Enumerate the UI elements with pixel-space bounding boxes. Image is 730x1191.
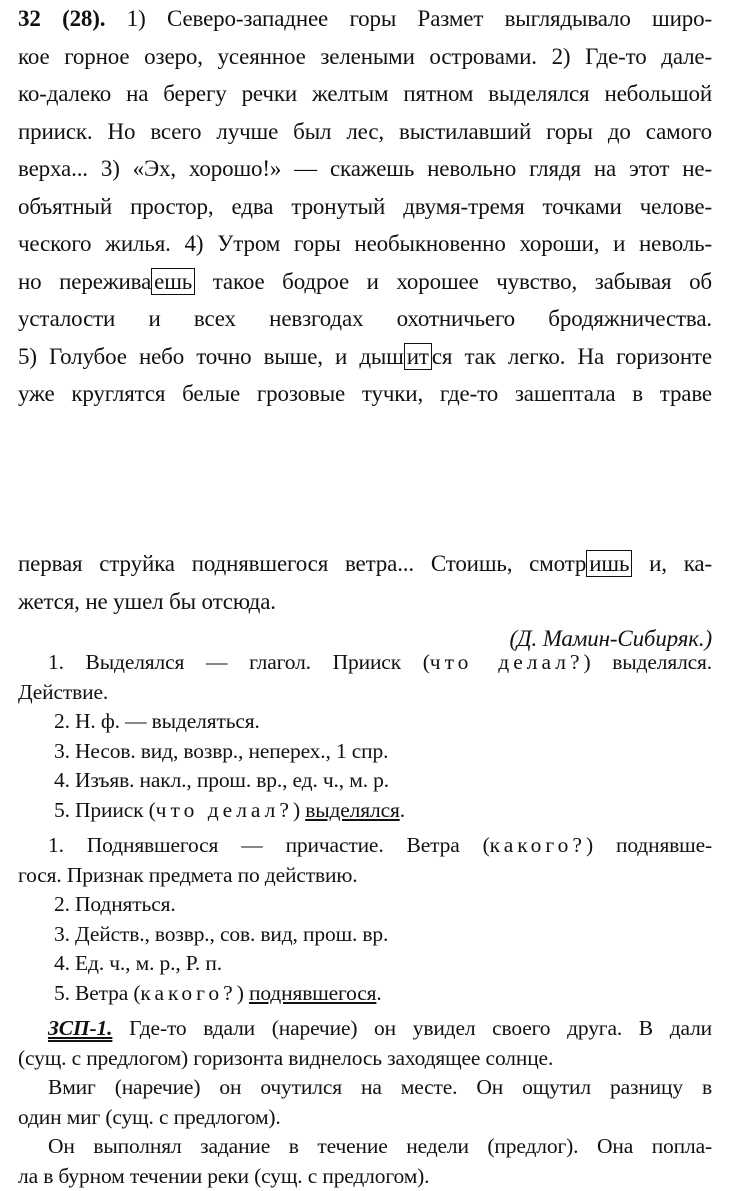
exercise-continuation — [18, 545, 712, 658]
text-line: усталости и всех невзгодах охотничьего бродяжничества. — [18, 300, 712, 338]
exercise-text — [18, 0, 712, 413]
text-line: верха... 3) «Эх, хорошо!» — скажешь невольно глядя на этот не- — [18, 150, 712, 188]
exercise-code: ЗСП-1. — [48, 1016, 112, 1040]
text-line: но пережива ешь такое бодрое и хорошее чувство, забывая об — [18, 263, 712, 301]
source-attribution: (Д. Мамин-Сибиряк.) — [18, 620, 712, 658]
text-line: прииск. Но всего лучше был лес, выстилавший горы до самого — [18, 113, 712, 151]
text-line: жется, не ушел бы отсюда. — [18, 583, 712, 621]
analysis-line: Вмиг (наречие) он очутился на месте. Он ощутил разницу в — [18, 1073, 712, 1103]
analysis-line: 2. Подняться. — [18, 890, 712, 920]
analysis-line: гося. Признак предмета по действию. — [18, 861, 712, 891]
boxed-ending: ишь — [586, 550, 632, 577]
analysis-line: ЗСП-1. Где-то вдали (наречие) он увидел своего друга. В дали — [18, 1014, 712, 1044]
analysis-line: 1. Выделялся — глагол. Прииск (что делал?) выделялся. — [18, 648, 712, 678]
analysis-line: 4. Изъяв. накл., прош. вр., ед. ч., м. р. — [18, 766, 712, 796]
analysis-line: 1. Поднявшегося — причастие. Ветра (какого?) поднявше- — [18, 831, 712, 861]
analysis-line: 3. Несов. вид, возвр., неперех., 1 спр. — [18, 737, 712, 767]
analysis-line: 5. Прииск (что делал?) выделялся. — [18, 796, 712, 826]
text-line: 32 (28). 1) Северо-западнее горы Размет выглядывало широ- — [18, 0, 712, 38]
text-line: объятный простор, едва тронутый двумя-тремя точками челове- — [18, 188, 712, 226]
analysis-line: 5. Ветра (какого?) поднявшегося. — [18, 979, 712, 1009]
analysis-section — [18, 648, 712, 1191]
analysis-line: (сущ. с предлогом) горизонта виднелось заходящее солнце. — [18, 1044, 712, 1074]
analysis-line: Он выполнял задание в течение недели (предлог). Она попла- — [18, 1132, 712, 1162]
text-line: ческого жилья. 4) Утром горы необыкновенно хороши, и неволь- — [18, 225, 712, 263]
analysis-line: 3. Действ., возвр., сов. вид, прош. вр. — [18, 920, 712, 950]
text-line: кое горное озеро, усеянное зелеными островами. 2) Где-то дале- — [18, 38, 712, 76]
exercise-number: 32 (28). — [18, 6, 105, 31]
analysis-line: 2. Н. ф. — выделяться. — [18, 707, 712, 737]
text-line: ко-далеко на берегу речки желтым пятном выделялся небольшой — [18, 75, 712, 113]
analysis-line: один миг (сущ. с предлогом). — [18, 1103, 712, 1133]
text-line: уже круглятся белые грозовые тучки, где-то зашептала в траве — [18, 375, 712, 413]
text-line: первая струйка поднявшегося ветра... Стоишь, смотр ишь и, ка- — [18, 545, 712, 583]
boxed-ending: ит — [404, 343, 432, 370]
text-line: 5) Голубое небо точно выше, и дыш ит ся так легко. На горизонте — [18, 338, 712, 376]
analysis-line: ла в бурном течении реки (сущ. с предлогом). — [18, 1162, 712, 1191]
analysis-line: Действие. — [18, 678, 712, 708]
analysis-line: 4. Ед. ч., м. р., Р. п. — [18, 949, 712, 979]
boxed-ending: ешь — [151, 268, 195, 295]
